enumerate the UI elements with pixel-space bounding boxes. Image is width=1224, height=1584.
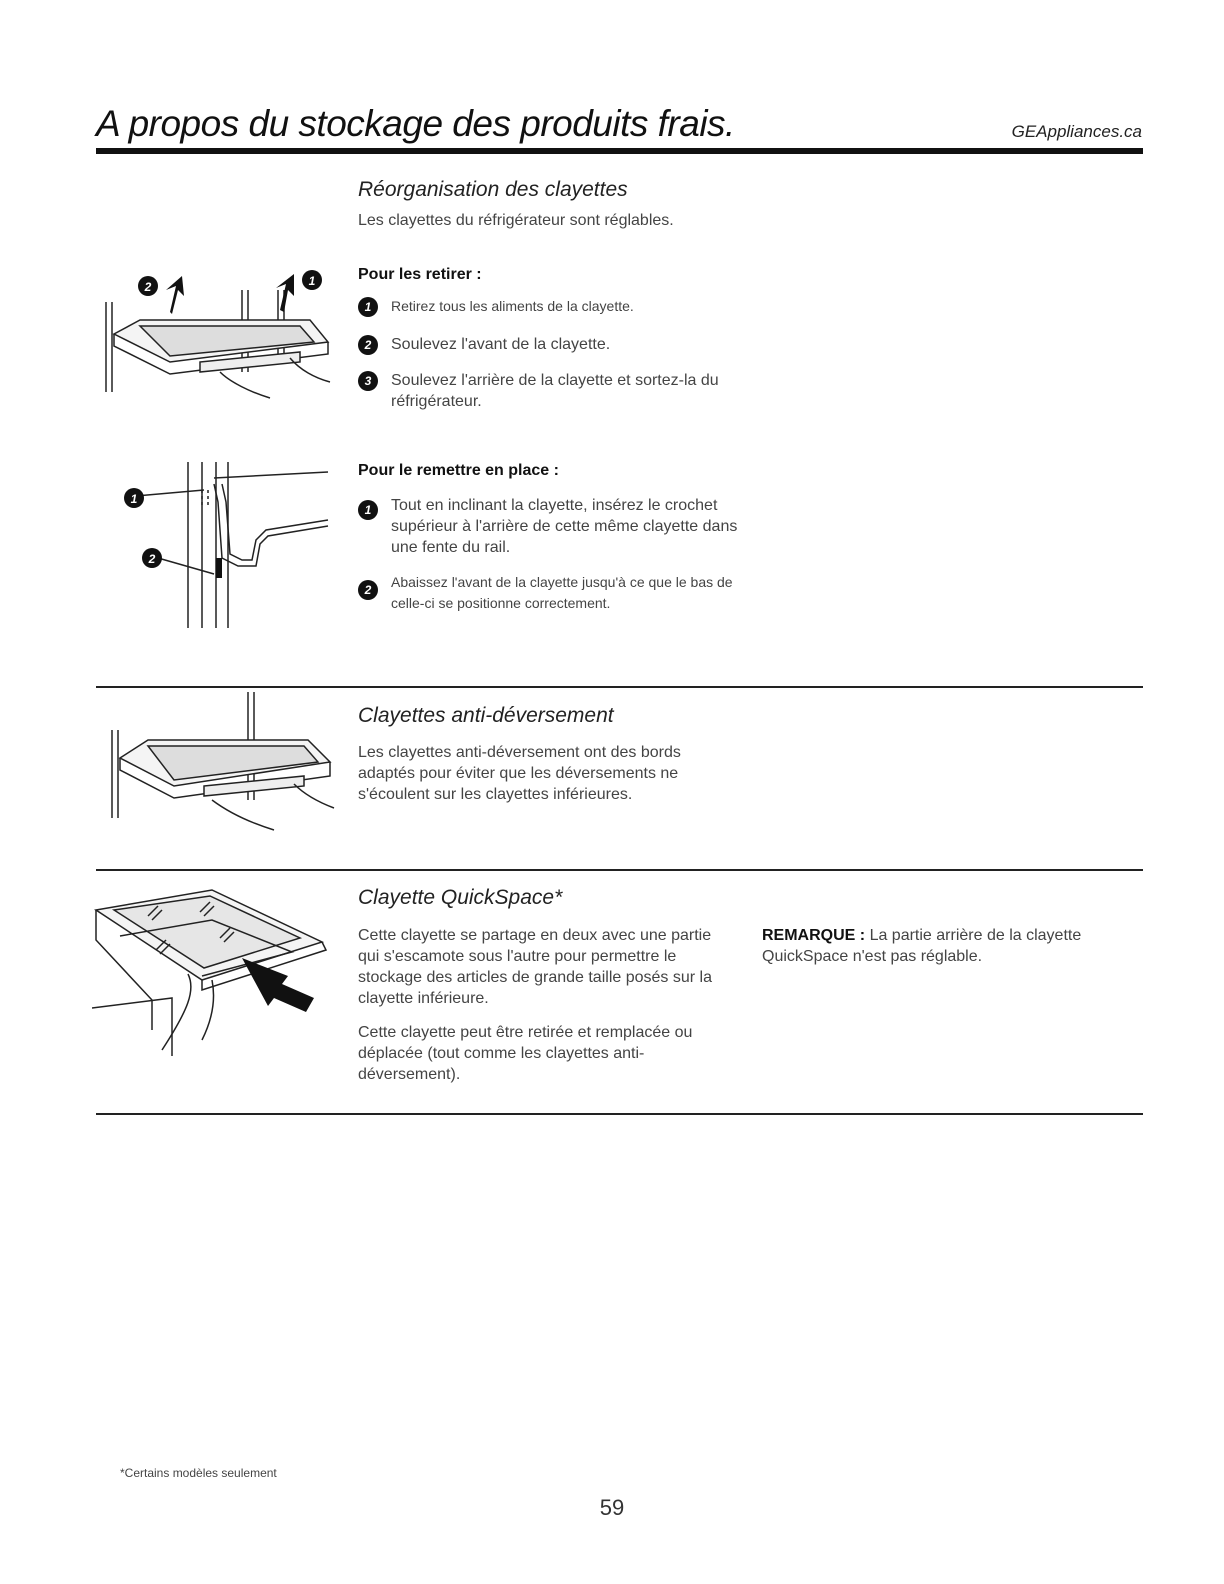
callout-label: 1 — [130, 492, 138, 506]
spillproof-shelf-illustration — [108, 690, 340, 840]
remove-step-3 — [358, 370, 738, 412]
step-text: Tout en inclinant la clayette, insérez le crochet supérieur à l'arrière de cette même clayette dans une fente du rail. — [391, 497, 738, 556]
footnote: *Certains modèles seulement — [120, 1466, 277, 1480]
remove-step-2 — [358, 334, 610, 355]
callout-label: 2 — [148, 552, 156, 566]
step-number-badge: 2 — [358, 335, 378, 355]
quickspace-body-1: Cette clayette se partage en deux avec une partie qui s'escamote sous l'autre pour permettre le stockage des articles de grande taille posés sur la clayette inférieure. — [358, 927, 712, 1007]
section-heading-quickspace: Clayette QuickSpace* — [358, 886, 563, 909]
step-number-badge: 2 — [358, 580, 378, 600]
spillproof-body: Les clayettes anti-déversement ont des bords adaptés pour éviter que les déversements ne s'écoulent sur les clayettes inférieures. — [358, 744, 681, 803]
note-text: La partie arrière de la clayette QuickSpace n'est pas réglable. — [762, 927, 1082, 965]
replace-step-1 — [358, 495, 753, 558]
site-url[interactable]: GEAppliances.ca — [1011, 122, 1142, 141]
step-text: Retirez tous les aliments de la clayette. — [391, 298, 634, 314]
quickspace-note — [762, 925, 1122, 967]
step-text: Soulevez l'avant de la clayette. — [391, 336, 611, 353]
quickspace-shelf-illustration — [92, 880, 342, 1060]
section-heading-spillproof: Clayettes anti-déversement — [358, 704, 614, 727]
shelf-replace-illustration — [118, 462, 338, 632]
note-label: REMARQUE : — [762, 927, 866, 944]
section-divider — [96, 869, 1143, 871]
section-divider — [96, 1113, 1143, 1115]
section-divider — [96, 686, 1143, 688]
replace-title: Pour le remettre en place : — [358, 462, 559, 479]
replace-step-2 — [358, 572, 753, 614]
callout-label: 2 — [144, 280, 152, 294]
remove-step-1 — [358, 296, 634, 317]
shelf-removal-illustration — [100, 262, 340, 412]
header-rule — [96, 148, 1143, 154]
step-text: Abaissez l'avant de la clayette jusqu'à ce que le bas de celle-ci se positionne correctement. — [391, 574, 733, 611]
step-text: Soulevez l'arrière de la clayette et sortez-la du réfrigérateur. — [391, 372, 719, 410]
rail-slot — [216, 558, 222, 578]
remove-title: Pour les retirer : — [358, 266, 482, 283]
section-heading-rearrange: Réorganisation des clayettes — [358, 178, 628, 201]
callout-label: 1 — [308, 274, 316, 288]
section-intro: Les clayettes du réfrigérateur sont réglables. — [358, 212, 674, 229]
step-number-badge: 3 — [358, 371, 378, 391]
step-number-badge: 1 — [358, 297, 378, 317]
page-title: A propos du stockage des produits frais. — [96, 103, 735, 144]
quickspace-body-2: Cette clayette peut être retirée et remplacée ou déplacée (tout comme les clayettes anti-déversement). — [358, 1024, 693, 1083]
step-number-badge: 1 — [358, 500, 378, 520]
page-number: 59 — [599, 1495, 625, 1520]
lift-arrow-icon — [166, 276, 184, 314]
